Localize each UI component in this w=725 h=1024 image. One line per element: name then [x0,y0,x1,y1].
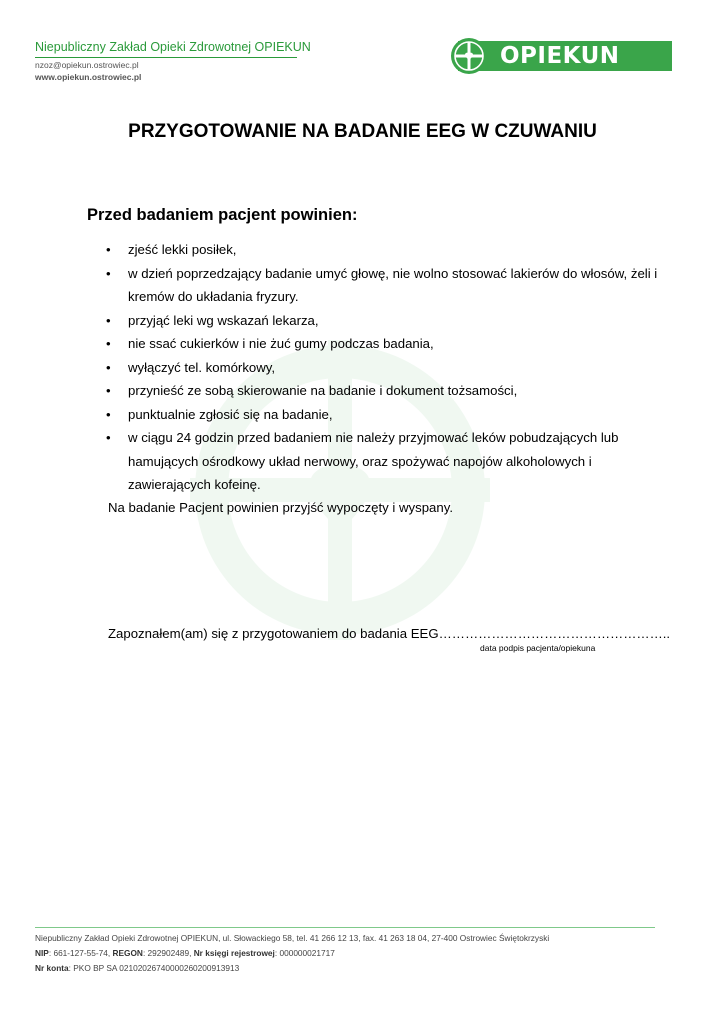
list-item [106,403,666,427]
footer-divider [35,927,655,928]
bullet-icon: • [106,312,111,328]
page-title: PRZYGOTOWANIE NA BADANIE EEG W CZUWANIU [128,121,597,142]
bullet-icon: • [106,265,111,281]
list-item-text: w ciągu 24 godzin przed badaniem nie należy przyjmować leków pobudzających lub hamujących ośrodkowy układ nerwowy, oraz spożywać napojów alkoholowych i zawierających kofeinę. [128,430,619,492]
list-item-text: zjeść lekki posiłek, [128,242,237,257]
list-item [106,238,666,262]
opiekun-logo [450,37,672,76]
preparation-list [106,238,666,497]
acknowledgement-line: Zapoznałem(am) się z przygotowaniem do badania EEG…………………………………………….. [108,626,671,641]
rest-note: Na badanie Pacjent powinien przyjść wypoczęty i wyspany. [108,500,453,515]
bullet-icon: • [106,242,111,257]
logo-text: OPIEKUN [500,43,620,69]
register-value: : 000000021717 [274,948,335,958]
header-email: nzoz@opiekun.ostrowiec.pl [35,60,139,70]
header-website: www.opiekun.ostrowiec.pl [35,72,142,82]
list-item-text: wyłączyć tel. komórkowy, [128,359,276,375]
regon-value: : 292902489, [142,948,194,958]
register-label: Nr księgi rejestrowej [193,948,275,958]
bullet-icon: • [106,359,111,375]
footer-account [35,963,239,973]
list-item-text: przynieść ze sobą skierowanie na badanie i dokument tożsamości, [128,383,518,398]
bullet-icon: • [106,406,111,422]
list-item [106,426,666,497]
footer-address: Niepubliczny Zakład Opieki Zdrowotnej OPIEKUN, ul. Słowackiego 58, tel. 41 266 12 13, fax. 41 263 18 04, 27-400 Ostrowiec Świętokrzyski [35,933,550,943]
nip-label: NIP [35,948,49,958]
account-label: Nr konta [35,963,69,973]
logo-emblem-icon [450,37,488,75]
account-value: : PKO BP SA 02102026740000260200913913 [68,963,240,973]
list-item-text: punktualnie zgłosić się na badanie, [128,406,333,422]
bullet-icon: • [106,430,111,445]
regon-label: REGON [112,948,143,958]
list-item-text: nie ssać cukierków i nie żuć gumy podczas badania, [128,336,434,351]
list-item [106,332,666,356]
header-divider [35,57,297,58]
list-item-text: przyjąć leki wg wskazań lekarza, [128,312,319,328]
nip-value: : 661-127-55-74, [48,948,113,958]
bullet-icon: • [106,336,111,351]
list-item [106,309,666,333]
bullet-icon: • [106,383,111,398]
list-item [106,356,666,380]
section-heading: Przed badaniem pacjent powinien: [87,206,358,224]
signature-caption: data podpis pacjenta/opiekuna [480,643,596,653]
list-item-text: w dzień poprzedzający badanie umyć głowę, nie wolno stosować lakierów do włosów, żeli i kremów do układania fryzury. [128,265,658,304]
header-org-name: Niepubliczny Zakład Opieki Zdrowotnej OPIEKUN [35,40,311,54]
list-item [106,379,666,403]
list-item [106,262,666,309]
footer-registration [35,948,335,958]
